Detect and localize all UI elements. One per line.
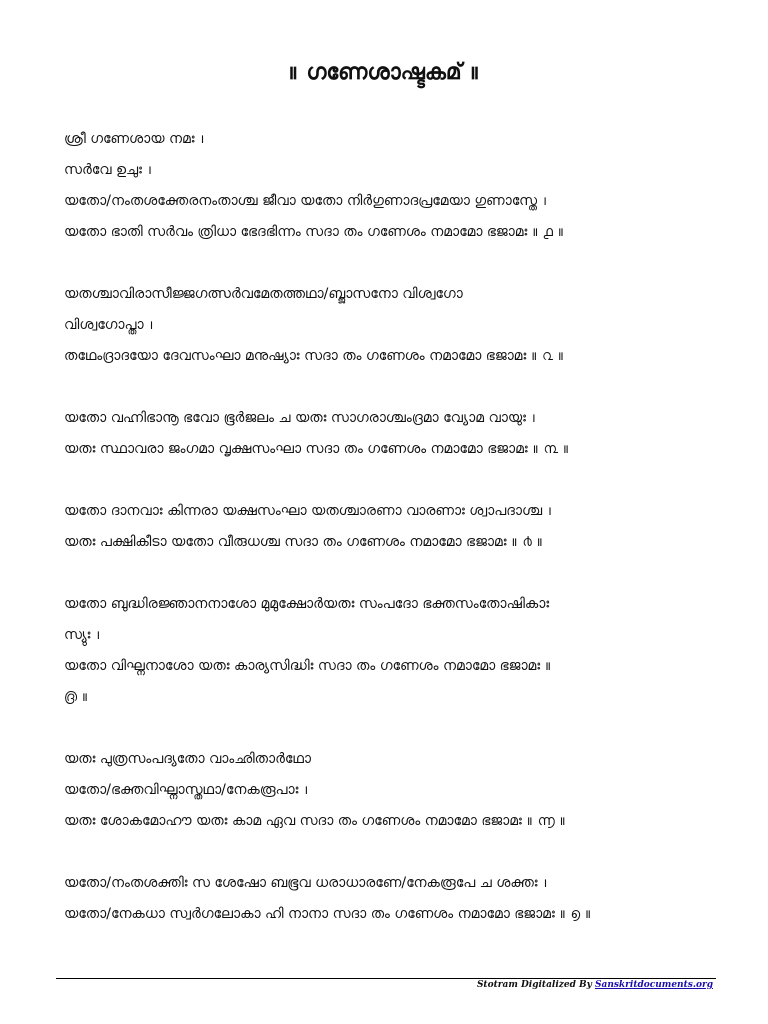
verse-line: യതോ/ഭക്തവിഘ്നാസ്തഥാ/നേകരൂപാഃ । <box>64 782 310 798</box>
stanza-gap <box>64 558 714 589</box>
verse-line: യതഃ പക്ഷികീടാ യതോ വീരുധശ്ച സദാ തം ഗണേശം നമാമോ ഭജാമഃ ॥ ൪ ॥ <box>64 534 544 550</box>
verse-line: യതോ ദാനവാഃ കിന്നരാ യക്ഷസംഘാ യതശ്ചാരണാ വാരണാഃ ശ്വാപദാശ്ച । <box>64 503 554 519</box>
stanza-gap <box>64 837 714 868</box>
verse-line: യതഃ സ്ഥാവരാ ജംഗമാ വൃക്ഷസംഘാ സദാ തം ഗണേശം നമാമോ ഭജാമഃ ॥ ൩ ॥ <box>64 441 570 457</box>
footer-divider <box>56 978 716 979</box>
verse-line: ൫ ॥ <box>64 689 89 705</box>
verse-line: തഥേംദ്രാദയോ ദേവസംഘാ മനുഷ്യാഃ സദാ തം ഗണേശം നമാമോ ഭജാമഃ ॥ ൨ ॥ <box>64 348 565 364</box>
verse-line: ശ്രീ ഗണേശായ നമഃ । <box>64 131 207 147</box>
verse-line: യതോ വഹ്നിഭാനൂ ഭവോ ഭൂർജലം ച യതഃ സാഗരാശ്ചംദ്രമാ വ്യോമ വായുഃ । <box>64 410 538 426</box>
sanskritdocuments-link[interactable]: Sanskritdocuments.org <box>594 980 713 990</box>
stotram-body <box>64 124 714 930</box>
page-title: ॥ ഗണേശാഷ്ടകമ് ॥ <box>287 60 481 85</box>
verse-line: വിശ്വഗോപ്താ । <box>64 317 156 333</box>
verse-line: യതഃ ശോകമോഹൗ യതഃ കാമ ഏവ സദാ തം ഗണേശം നമാമോ ഭജാമഃ ॥ ൬ ॥ <box>64 813 567 829</box>
verse-line: യതോ ഭാതി സർവം ത്രിധാ ഭേദഭിന്നം സദാ തം ഗണേശം നമാമോ ഭജാമഃ ॥ ൧ ॥ <box>64 224 565 240</box>
stanza-gap <box>64 713 714 744</box>
footer-prefix: Stotram Digitalized By <box>476 980 595 990</box>
stanza-gap <box>64 372 714 403</box>
verse-line: സർവേ ഉചുഃ । <box>64 162 154 178</box>
stanza-gap <box>64 248 714 279</box>
verse-line: യതോ ബുദ്ധിരജ്ഞാനനാശോ മുമുക്ഷോർയതഃ സംപദോ ഭക്തസംതോഷികാഃ <box>64 596 550 612</box>
stanza-gap <box>64 465 714 496</box>
verse-line: യതഃ പുത്രസംപദ്യതോ വാംഛിതാർഥോ <box>64 751 311 767</box>
verse-line: യതോ വിഘ്നനാശോ യതഃ കാര്യസിദ്ധിഃ സദാ തം ഗണേശം നമാമോ ഭജാമഃ ॥ <box>64 658 552 674</box>
verse-line: യതോ/നേകധാ സ്വർഗലോകാ ഹി നാനാ സദാ തം ഗണേശം നമാമോ ഭജാമഃ ॥ ൭ ॥ <box>64 906 592 922</box>
verse-line: യതോ/നംതശക്തിഃ സ ശേഷോ ബഭൂവ ധരാധാരണേ/നേകരൂപേ ച ശക്തഃ । <box>64 875 550 891</box>
verse-line: യതശ്ചാവിരാസീജ്ജഗത്സർവമേതത്തഥാ/ബ്ജാസനോ വിശ്വഗോ <box>64 286 463 302</box>
verse-line: യതോ/നംതശക്തേരനംതാശ്ച ജീവാ യതോ നിർഗുണാദപ്രമേയാ ഗുണാസ്തേ । <box>64 193 549 209</box>
footer-credit <box>477 980 713 990</box>
verse-line: സ്യുഃ । <box>64 627 102 643</box>
